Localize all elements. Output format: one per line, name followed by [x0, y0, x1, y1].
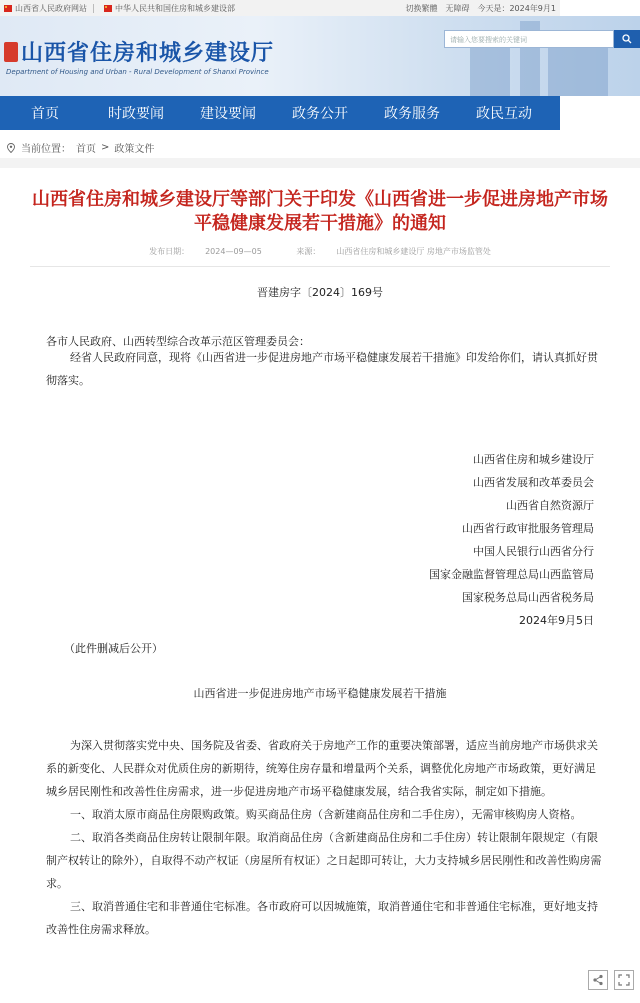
signatory: 山西省住房和城乡建设厅	[473, 453, 594, 466]
breadcrumb-prefix: 当前位置：	[21, 144, 71, 155]
salutation: 各市人民政府、山西转型综合改革示范区管理委员会：	[46, 335, 310, 348]
intro-paragraph: 经省人民政府同意，现将《山西省进一步促进房地产市场平稳健康发展若干措施》印发给你们，请认真抓好贯彻落实。	[46, 351, 598, 387]
publication-note: （此件删减后公开）	[64, 642, 163, 655]
switch-traditional-link[interactable]: 切换繁體	[405, 3, 438, 13]
article-source: 来源： 山西省住房和城乡建设厅 房地产市场监管处	[296, 247, 491, 256]
measures-title: 山西省进一步促进房地产市场平稳健康发展若干措施	[193, 687, 447, 700]
signatory: 山西省自然资源厅	[506, 499, 594, 512]
today-label: 今天是：2024年9月1	[477, 3, 556, 13]
article-body	[46, 734, 606, 941]
ministry-site-link[interactable]	[104, 3, 235, 14]
body-paragraph: 一、取消太原市商品住房限购政策。购买商品住房（含新建商品住房和二手住房），无需审核购房人资格。	[70, 808, 582, 821]
signatory: 国家税务总局山西省税务局	[462, 591, 594, 604]
search-input[interactable]: 请输入您要搜索的关键词	[444, 30, 614, 48]
signatory: 山西省发展和改革委员会	[473, 476, 594, 489]
article-divider	[30, 266, 610, 267]
expand-button[interactable]	[614, 970, 634, 990]
breadcrumb	[6, 140, 154, 155]
share-button[interactable]	[588, 970, 608, 990]
signatory: 中国人民银行山西省分行	[473, 545, 594, 558]
nav-item-gov-affairs[interactable]: 政务公开	[292, 106, 348, 122]
body-paragraph: 三、取消普通住宅和非普通住宅标准。各市政府可以因城施策，取消普通住宅和非普通住宅标准，更好地支持改善性住房需求释放。	[46, 900, 598, 936]
breadcrumb-separator: >	[101, 142, 110, 153]
article-title: 山西省住房和城乡建设厅等部门关于印发《山西省进一步促进房地产市场 平稳健康发展若干措施》的通知	[32, 189, 608, 234]
sign-date: 2024年9月5日	[519, 614, 594, 627]
nav-item-news[interactable]: 时政要闻	[108, 106, 164, 122]
document-number: 晋建房字〔2024〕169号	[257, 286, 383, 299]
location-pin-icon	[6, 143, 16, 153]
search-icon	[622, 34, 632, 44]
expand-icon	[618, 974, 630, 986]
nav-item-services[interactable]: 政务服务	[384, 106, 440, 122]
emblem-icon	[4, 42, 18, 62]
article-meta	[0, 246, 640, 257]
nav-item-home[interactable]: 首页	[31, 106, 59, 122]
site-header-banner	[0, 16, 640, 96]
breadcrumb-home[interactable]: 首页	[76, 144, 96, 155]
gov-site-link[interactable]	[4, 3, 87, 14]
body-paragraph: 二、取消各类商品住房转让限制年限。取消商品住房（含新建商品住房和二手住房）转让限制年限规定（有限制产权转让的除外），自取得不动产权证（房屋所有权证）之日起即可转让，大力支持城乡居民刚性和改善性购房需求。	[46, 831, 602, 890]
ministry-site-link-label: 中华人民共和国住房和城乡建设部	[115, 3, 235, 13]
site-subtitle: Department of Housing and Urban - Rural Development of Shanxi Province	[6, 68, 269, 76]
signatory: 国家金融监督管理总局山西监管局	[429, 568, 594, 581]
main-nav	[0, 96, 560, 130]
share-icon	[592, 974, 604, 986]
gov-site-link-label: 山西省人民政府网站	[15, 3, 87, 13]
emblem-icon	[4, 5, 12, 12]
search-button[interactable]	[614, 30, 640, 48]
nav-item-interaction[interactable]: 政民互动	[476, 106, 532, 122]
divider	[93, 4, 94, 13]
nav-item-construction-news[interactable]: 建设要闻	[200, 106, 256, 122]
body-paragraph: 为深入贯彻落实党中央、国务院及省委、省政府关于房地产工作的重要决策部署，适应当前房地产市场供求关系的新变化、人民群众对优质住房的新期待，统筹住房存量和增量两个关系，调整优化房地产市场政策，更好满足城乡居民刚性和改善性住房需求，进一步促进房地产市场平稳健康发展，结合我省实际，制定如下措施。	[46, 739, 598, 798]
signatories	[429, 448, 594, 632]
banner-decoration	[548, 46, 608, 96]
section-divider	[0, 158, 640, 168]
accessibility-link[interactable]: 无障碍	[445, 3, 470, 13]
site-logo[interactable]	[4, 36, 274, 67]
emblem-icon	[104, 5, 112, 12]
top-utility-bar	[0, 0, 560, 16]
breadcrumb-current[interactable]: 政策文件	[114, 144, 155, 155]
floating-tools	[588, 970, 634, 990]
signatory: 山西省行政审批服务管理局	[462, 522, 594, 535]
publish-date: 发布日期： 2024—09—05	[149, 247, 262, 256]
site-title: 山西省住房和城乡建设厅	[21, 40, 275, 66]
